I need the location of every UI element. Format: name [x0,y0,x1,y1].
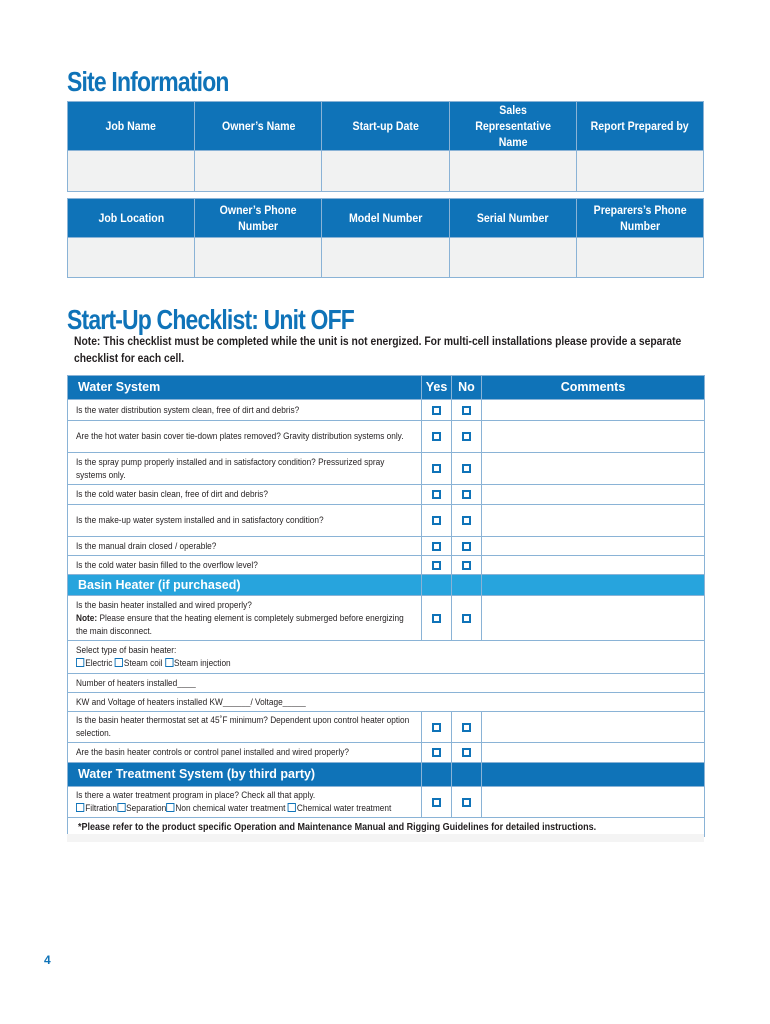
comments-field[interactable] [482,537,705,556]
question-manual-drain: Is the manual drain closed / operable? [68,537,422,556]
header-report-prepared-by: Report Prepared by [576,102,703,151]
header-startup-date: Start-up Date [322,102,449,151]
header-serial-number: Serial Number [449,199,576,238]
yes-checkbox[interactable] [432,614,441,623]
no-checkbox[interactable] [462,798,471,807]
yes-checkbox[interactable] [432,490,441,499]
question-water-treatment: Is there a water treatment program in place? Check all that apply. Filtration Separation Non chemical water treatment Chemical water treatment [68,787,422,818]
comments-field[interactable] [482,556,705,575]
steam-injection-checkbox[interactable] [165,658,173,667]
footnote: *Please refer to the product specific Operation and Maintenance Manual and Rigging Guidelines for detailed instructions. [68,818,705,837]
site-info-table-2 [67,198,704,278]
header-sales-rep-name: Sales Representative Name [449,102,576,151]
comments-field[interactable] [482,596,705,641]
section-basin-heater: Basin Heater (if purchased) [68,575,422,596]
section-water-system: Water System [68,376,422,400]
owners-phone-field[interactable] [195,238,322,278]
no-checkbox[interactable] [462,464,471,473]
checklist-title: Start-Up Checklist: Unit OFF [67,304,355,335]
preparers-phone-field[interactable] [576,238,703,278]
col-yes: Yes [422,376,452,400]
model-number-field[interactable] [322,238,449,278]
section-water-treatment: Water Treatment System (by third party) [68,763,422,787]
heater-type-selector: Select type of basin heater: Electric Steam coil Steam injection [68,641,705,674]
header-job-location: Job Location [68,199,195,238]
yes-checkbox[interactable] [432,798,441,807]
no-checkbox[interactable] [462,432,471,441]
yes-checkbox[interactable] [432,406,441,415]
header-preparers-phone: Preparers’s Phone Number [576,199,703,238]
yes-checkbox[interactable] [432,723,441,732]
col-no: No [452,376,482,400]
no-checkbox[interactable] [462,406,471,415]
comments-field[interactable] [482,787,705,818]
yes-checkbox[interactable] [432,542,441,551]
separation-checkbox[interactable] [117,803,125,812]
startup-date-field[interactable] [322,151,449,192]
checklist-note: Note: This checklist must be completed while the unit is not energized. For multi-cell installations please provide a separate checklist for each cell. [74,334,682,365]
question-overflow-level: Is the cold water basin filled to the overflow level? [68,556,422,575]
steam-coil-checkbox[interactable] [115,658,123,667]
no-checkbox[interactable] [462,614,471,623]
question-tie-down-plates: Are the hot water basin cover tie-down plates removed? Gravity distribution systems only. [68,421,422,453]
yes-checkbox[interactable] [432,432,441,441]
site-info-table-1 [67,101,704,192]
owners-name-field[interactable] [195,151,322,192]
comments-field[interactable] [482,712,705,743]
job-name-field[interactable] [68,151,195,192]
question-cold-basin-clean: Is the cold water basin clean, free of dirt and debris? [68,485,422,505]
site-information-title: Site Information [67,66,229,97]
header-model-number: Model Number [322,199,449,238]
job-location-field[interactable] [68,238,195,278]
number-of-heaters-field[interactable]: Number of heaters installed____ [68,674,705,693]
kw-voltage-field[interactable]: KW and Voltage of heaters installed KW______/ Voltage_____ [68,693,705,712]
yes-checkbox[interactable] [432,464,441,473]
question-heater-controls: Are the basin heater controls or control panel installed and wired properly? [68,743,422,763]
question-distribution-clean: Is the water distribution system clean, free of dirt and debris? [68,400,422,421]
chemical-checkbox[interactable] [288,803,296,812]
question-make-up-water: Is the make-up water system installed and in satisfactory condition? [68,505,422,537]
comments-field[interactable] [482,400,705,421]
no-checkbox[interactable] [462,561,471,570]
no-checkbox[interactable] [462,542,471,551]
comments-field[interactable] [482,421,705,453]
question-thermostat: Is the basin heater thermostat set at 45˚F minimum? Dependent upon control heater option selection. [68,712,422,743]
yes-checkbox[interactable] [432,748,441,757]
header-owners-name: Owner’s Name [195,102,322,151]
electric-checkbox[interactable] [76,658,84,667]
header-job-name: Job Name [68,102,195,151]
non-chemical-checkbox[interactable] [166,803,174,812]
sales-rep-name-field[interactable] [449,151,576,192]
comments-field[interactable] [482,505,705,537]
no-checkbox[interactable] [462,490,471,499]
header-owners-phone: Owner’s Phone Number [195,199,322,238]
col-comments: Comments [482,376,705,400]
question-spray-pump: Is the spray pump properly installed and in satisfactory condition? Pressurized spray systems only. [68,453,422,485]
no-checkbox[interactable] [462,748,471,757]
page-number: 4 [44,953,51,967]
yes-checkbox[interactable] [432,516,441,525]
comments-field[interactable] [482,485,705,505]
filtration-checkbox[interactable] [76,803,84,812]
table-bottom-shade [67,834,704,842]
serial-number-field[interactable] [449,238,576,278]
no-checkbox[interactable] [462,723,471,732]
question-heater-wired: Is the basin heater installed and wired properly? Note: Please ensure that the heating element is completely submerged before energizing the main disconnect. [68,596,422,641]
no-checkbox[interactable] [462,516,471,525]
yes-checkbox[interactable] [432,561,441,570]
comments-field[interactable] [482,453,705,485]
report-prepared-by-field[interactable] [576,151,703,192]
comments-field[interactable] [482,743,705,763]
startup-checklist-table [67,375,705,837]
